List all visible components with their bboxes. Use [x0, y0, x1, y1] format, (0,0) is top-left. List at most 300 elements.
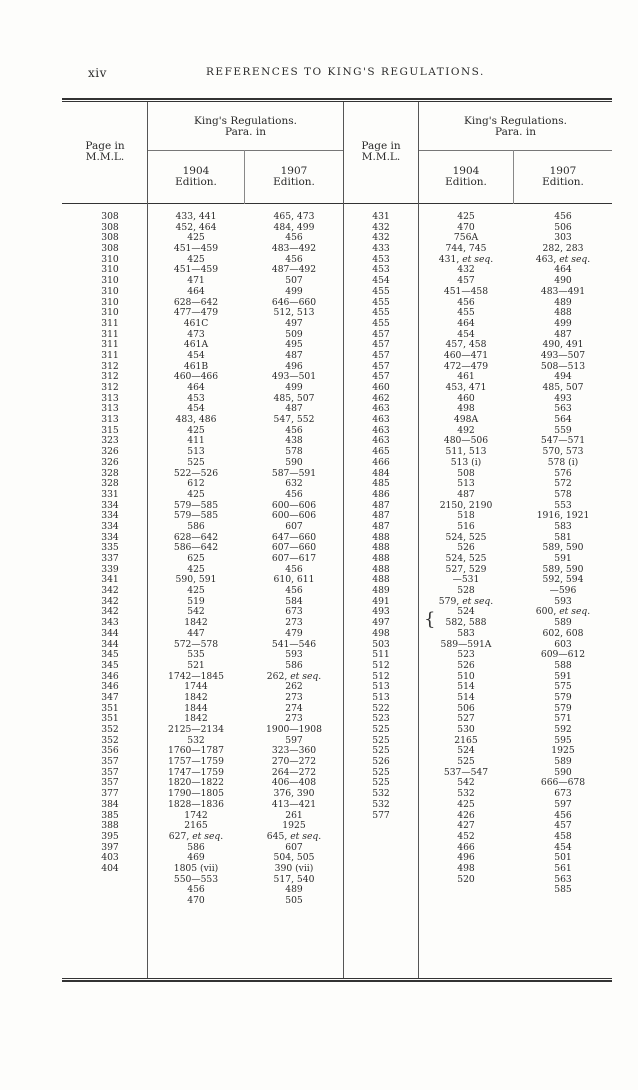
table-cell: 523	[372, 713, 390, 725]
table-cell: 511, 513	[445, 446, 487, 458]
table-cell: 532	[187, 734, 205, 746]
right-1904-header: 1904 Edition.	[445, 165, 487, 188]
table-cell: 595	[554, 734, 572, 746]
table-cell: 334	[101, 510, 119, 522]
table-cell: 506	[457, 702, 475, 714]
table-cell: 425	[457, 798, 475, 810]
table-cell: 506	[554, 221, 572, 233]
table-cell: 1842	[184, 617, 208, 629]
table-cell: 460—471	[443, 349, 489, 361]
table-cell: 590	[285, 456, 303, 468]
top-rule-thin	[62, 101, 612, 102]
table-cell: 576	[554, 467, 572, 479]
table-cell: 344	[101, 627, 119, 639]
table-cell: —531	[452, 574, 480, 586]
table-cell: 591	[554, 670, 572, 682]
table-cell: 592, 594	[542, 574, 584, 586]
table-cell: 488	[372, 542, 390, 554]
table-cell: 1842	[184, 713, 208, 725]
table-cell: 356	[101, 745, 119, 757]
table-cell: 493—507	[540, 349, 586, 361]
table-cell: 487	[372, 499, 390, 511]
table-cell: 458	[554, 830, 572, 842]
table-cell: 542	[457, 777, 475, 789]
table-cell: 328	[101, 467, 119, 479]
table-cell: 489	[372, 585, 390, 597]
table-cell: 526	[457, 542, 475, 554]
table-cell: 1790—1805	[168, 788, 224, 800]
table-cell: 673	[554, 788, 572, 800]
left-subheader-rule	[147, 150, 343, 151]
table-cell: 485, 507	[273, 392, 315, 404]
table-cell: 303	[554, 232, 572, 244]
table-cell: 484, 499	[273, 221, 315, 233]
table-cell: 457	[372, 371, 390, 383]
table-cell: 453	[187, 392, 205, 404]
table-cell: 597	[554, 798, 572, 810]
left-1904-header: 1904 Edition.	[175, 165, 217, 188]
running-header	[88, 66, 612, 80]
table-cell: 315	[101, 424, 119, 436]
table-cell: 352	[101, 724, 119, 735]
table-cell: 433	[372, 243, 390, 255]
table-cell: 525	[187, 456, 205, 468]
table-cell: 625	[187, 553, 205, 564]
table-cell: 589	[554, 617, 572, 629]
table-cell: 456	[554, 211, 572, 222]
table-cell: 507	[285, 275, 303, 287]
table-cell: 312	[101, 371, 119, 383]
table-cell: 553	[554, 499, 572, 511]
table-cell: 451—458	[443, 285, 489, 297]
table-cell: 464	[187, 285, 205, 297]
table-cell: 525	[372, 745, 390, 757]
table-cell: 455	[372, 307, 390, 319]
table-cell: 457, 458	[445, 339, 487, 351]
table-cell: 471	[187, 275, 205, 287]
table-cell: 432	[372, 232, 390, 244]
table-cell: 517, 540	[273, 873, 315, 885]
table-cell: 645, et seq.	[266, 830, 322, 842]
table-cell: 413—421	[271, 798, 317, 810]
table-cell: 593	[554, 595, 572, 607]
table-cell: 609—612	[540, 649, 586, 661]
table-cell: 499	[285, 285, 303, 297]
table-cell: 326	[101, 456, 119, 468]
table-cell: 461B	[183, 360, 209, 372]
table-cell: 345	[101, 649, 119, 661]
table-cell: 411	[187, 435, 205, 447]
table-cell: 461	[457, 371, 475, 383]
table-cell: 484	[372, 467, 390, 479]
table-cell: 503	[372, 638, 390, 650]
table-cell: 518	[457, 510, 475, 522]
table-cell: 628—642	[173, 531, 219, 543]
table-cell: 485, 507	[542, 382, 584, 393]
table-cell: 470	[457, 221, 475, 233]
table-cell: 607—660	[271, 542, 317, 554]
table-cell: 527	[457, 713, 475, 725]
table-cell: 491	[372, 595, 390, 607]
table-cell: 581	[554, 531, 572, 543]
top-rule-thick	[62, 98, 612, 100]
table-cell: 273	[285, 691, 303, 703]
vline-3	[343, 102, 344, 978]
table-cell: 479	[285, 627, 303, 639]
table-cell: 495	[285, 339, 303, 351]
table-cell: 1747—1759	[168, 766, 224, 778]
table-cell: 463	[372, 414, 390, 426]
table-cell: 600, et seq.	[535, 606, 591, 618]
table-cell: 273	[285, 713, 303, 725]
table-cell: 431	[372, 211, 390, 222]
table-cell: 514	[457, 691, 475, 703]
table-cell: 457	[372, 339, 390, 351]
table-cell: 572	[554, 478, 572, 490]
table-cell: 516	[457, 520, 475, 532]
table-cell: 535	[187, 649, 205, 661]
table-cell: 463	[372, 403, 390, 415]
table-cell: 470	[187, 895, 205, 906]
table-cell: 426	[457, 809, 475, 821]
table-cell: 756A	[453, 232, 479, 244]
table-cell: 454	[187, 403, 205, 415]
table-cell: 456	[457, 296, 475, 308]
table-cell: 570, 573	[542, 446, 584, 458]
table-cell: 463	[372, 424, 390, 436]
table-cell: 589, 590	[542, 563, 584, 575]
table-cell: 282, 283	[542, 243, 584, 255]
table-cell: 647—660	[271, 531, 317, 543]
table-cell: 453	[372, 264, 390, 276]
table-cell: 310	[101, 264, 119, 276]
table-cell: 397	[101, 841, 119, 853]
table-cell: 477—479	[173, 307, 219, 319]
table-cell: 425	[187, 232, 205, 244]
table-cell: 308	[101, 243, 119, 255]
table-cell: 497	[285, 317, 303, 329]
table-cell: 508—513	[540, 360, 586, 372]
table-cell: 395	[101, 830, 119, 842]
table-cell: 493	[372, 606, 390, 618]
table-cell: 425	[457, 211, 475, 222]
table-cell: 521	[187, 659, 205, 671]
table-cell: 357	[101, 766, 119, 778]
table-cell: 451—459	[173, 264, 219, 276]
table-cell: 600—606	[271, 499, 317, 511]
table-cell: 438	[285, 435, 303, 447]
table-cell: 487	[554, 328, 572, 340]
left-1904-column	[150, 212, 242, 907]
table-cell: 310	[101, 275, 119, 287]
table-cell: 584	[285, 595, 303, 607]
table-cell: 499	[285, 382, 303, 393]
table-cell: 541—546	[271, 638, 317, 650]
table-cell: 460	[372, 382, 390, 393]
table-cell: 262	[285, 681, 303, 693]
table-cell: 577	[372, 809, 390, 821]
table-cell: 593	[285, 649, 303, 661]
table-cell: 1916, 1921	[536, 510, 590, 522]
table-cell: 2165	[184, 820, 208, 832]
header-bottom-rule	[62, 203, 612, 204]
table-cell: 311	[101, 317, 119, 329]
table-cell: 455	[457, 307, 475, 319]
table-cell: 524, 525	[445, 553, 487, 564]
table-cell: 498	[457, 403, 475, 415]
table-cell: 612	[187, 478, 205, 490]
table-cell: —596	[549, 585, 577, 597]
table-cell: 425	[187, 253, 205, 265]
table-cell: 559	[554, 424, 572, 436]
table-cell: 589—591A	[440, 638, 492, 650]
table-cell: 457	[554, 820, 572, 832]
table-cell: 376, 390	[273, 788, 315, 800]
table-cell: 512	[372, 659, 390, 671]
table-cell: 2150, 2190	[439, 499, 493, 511]
left-1907-column	[247, 212, 341, 907]
left-kr-header: King's Regulations. Para. in	[194, 115, 297, 138]
table-cell: 487	[285, 349, 303, 361]
right-1907-column	[516, 212, 610, 896]
table-cell: 384	[101, 798, 119, 810]
table-cell: 519	[187, 595, 205, 607]
table-cell: 666—678	[540, 777, 586, 789]
table-cell: 462	[372, 392, 390, 404]
left-page-column	[80, 212, 140, 875]
table-cell: 525	[372, 734, 390, 746]
table-cell: 466	[457, 841, 475, 853]
table-cell: 547—571	[540, 435, 586, 447]
table-cell: 466	[372, 456, 390, 468]
page-number: xiv	[88, 66, 107, 80]
table-cell: 571	[554, 713, 572, 725]
table-cell: 427	[457, 820, 475, 832]
table-cell: 331	[101, 488, 119, 500]
table-cell: 461C	[183, 317, 209, 329]
table-cell: 673	[285, 606, 303, 618]
table-cell: 425	[187, 424, 205, 436]
table-cell: 342	[101, 585, 119, 597]
table-cell: 453, 471	[445, 382, 487, 393]
table-cell: 406—408	[271, 777, 317, 789]
table-cell: 509	[285, 328, 303, 340]
table-cell: 465, 473	[273, 211, 315, 222]
table-cell: 452	[457, 830, 475, 842]
table-cell: 514	[457, 681, 475, 693]
table-cell: 425	[187, 488, 205, 500]
table-cell: 561	[554, 862, 572, 874]
table-cell: 490, 491	[542, 339, 584, 351]
table-cell: 308	[101, 211, 119, 222]
table-cell: 1828—1836	[168, 798, 224, 810]
table-cell: 352	[101, 734, 119, 746]
table-cell: 579—585	[173, 510, 219, 522]
table-cell: 1760—1787	[168, 745, 224, 757]
table-cell: 586	[187, 841, 205, 853]
table-cell: 385	[101, 809, 119, 821]
table-cell: 488	[372, 553, 390, 564]
table-cell: 572—578	[173, 638, 219, 650]
table-cell: 582, 588	[445, 617, 487, 629]
table-cell: 511	[372, 649, 390, 661]
table-cell: 488	[554, 307, 572, 319]
table-cell: 583	[554, 520, 572, 532]
right-1907-header: 1907 Edition.	[542, 165, 584, 188]
table-cell: 607—617	[271, 553, 317, 564]
table-cell: 447	[187, 627, 205, 639]
table-cell: 585	[554, 884, 572, 896]
table-cell: 473	[187, 328, 205, 340]
table-cell: 589	[554, 756, 572, 768]
table-cell: 452, 464	[175, 221, 217, 233]
table-cell: 456	[285, 585, 303, 597]
table-cell: 455	[372, 317, 390, 329]
table-cell: 583	[457, 627, 475, 639]
table-cell: 328	[101, 478, 119, 490]
table-cell: 464	[554, 264, 572, 276]
table-cell: 513 (i)	[450, 456, 482, 468]
table-cell: 528	[457, 585, 475, 597]
table-cell: 508	[457, 467, 475, 479]
table-cell: 469	[187, 852, 205, 864]
table-cell: 607	[285, 520, 303, 532]
table-cell: 2125—2134	[168, 724, 224, 735]
table-cell: 1744	[184, 681, 208, 693]
table-cell: 600—606	[271, 510, 317, 522]
table-cell: 525	[372, 724, 390, 735]
table-cell: 388	[101, 820, 119, 832]
table-cell: 1805 (vii)	[173, 862, 219, 874]
table-cell: 357	[101, 756, 119, 768]
table-cell: 456	[285, 424, 303, 436]
table-cell: 313	[101, 414, 119, 426]
table-cell: 492	[457, 424, 475, 436]
table-cell: 465	[372, 446, 390, 458]
table-cell: 310	[101, 296, 119, 308]
table-cell: 457	[372, 328, 390, 340]
table-cell: 563	[554, 873, 572, 885]
table-cell: 377	[101, 788, 119, 800]
table-cell: 526	[372, 756, 390, 768]
table-cell: 357	[101, 777, 119, 789]
table-cell: 310	[101, 253, 119, 265]
table-cell: 456	[554, 809, 572, 821]
table-cell: 334	[101, 499, 119, 511]
table-cell: 311	[101, 339, 119, 351]
table-cell: 489	[285, 884, 303, 896]
table-cell: 454	[554, 841, 572, 853]
table-cell: 1842	[184, 691, 208, 703]
table-cell: 480—506	[443, 435, 489, 447]
table-cell: 310	[101, 307, 119, 319]
table-cell: 579	[554, 691, 572, 703]
table-cell: 510	[457, 670, 475, 682]
table-cell: 590	[554, 766, 572, 778]
table-cell: 1757—1759	[168, 756, 224, 768]
group-brace: {	[424, 609, 436, 630]
table-cell: 597	[285, 734, 303, 746]
table-cell: 488	[372, 531, 390, 543]
table-cell: 489	[554, 296, 572, 308]
table-cell: 344	[101, 638, 119, 650]
table-cell: 578	[285, 446, 303, 458]
table-cell: 499	[554, 317, 572, 329]
table-cell: 550—553	[173, 873, 219, 885]
table-cell: 578	[554, 488, 572, 500]
table-cell: 311	[101, 328, 119, 340]
table-cell: 339	[101, 563, 119, 575]
table-cell: 487	[372, 510, 390, 522]
table-cell: 273	[285, 617, 303, 629]
table-cell: 586	[187, 520, 205, 532]
table-cell: 488	[372, 563, 390, 575]
table-cell: 455	[372, 296, 390, 308]
table-cell: 432	[457, 264, 475, 276]
table-cell: 456	[285, 563, 303, 575]
table-cell: 490	[554, 275, 572, 287]
table-cell: 563	[554, 403, 572, 415]
table-cell: 527, 529	[445, 563, 487, 575]
table-cell: 607	[285, 841, 303, 853]
table-cell: 591	[554, 553, 572, 564]
table-cell: 323	[101, 435, 119, 447]
vline-1	[147, 102, 148, 978]
table-cell: 587—591	[271, 467, 317, 479]
table-cell: 262, et seq.	[266, 670, 322, 682]
table-cell: 341	[101, 574, 119, 586]
table-cell: 632	[285, 478, 303, 490]
table-cell: 530	[457, 724, 475, 735]
table-cell: 456	[285, 232, 303, 244]
left-1907-header: 1907 Edition.	[273, 165, 315, 188]
table-cell: 525	[372, 766, 390, 778]
table-cell: 588	[554, 659, 572, 671]
table-cell: 1742	[184, 809, 208, 821]
table-cell: 1900—1908	[266, 724, 322, 735]
table-cell: 460—466	[173, 371, 219, 383]
table-cell: 425	[187, 585, 205, 597]
right-subheader-rule	[418, 150, 612, 151]
table-cell: 464	[457, 317, 475, 329]
table-cell: 522—526	[173, 467, 219, 479]
table-cell: 523	[457, 649, 475, 661]
table-cell: 274	[285, 702, 303, 714]
table-cell: 432	[372, 221, 390, 233]
table-cell: 463	[372, 435, 390, 447]
table-cell: 264—272	[271, 766, 317, 778]
table-cell: 335	[101, 542, 119, 554]
table-cell: 270—272	[271, 756, 317, 768]
table-cell: 590, 591	[175, 574, 217, 586]
table-cell: 1844	[184, 702, 208, 714]
table-cell: 487	[457, 488, 475, 500]
table-cell: 513	[372, 691, 390, 703]
table-cell: 390 (vii)	[274, 862, 314, 874]
table-cell: 579—585	[173, 499, 219, 511]
table-cell: 1820—1822	[168, 777, 224, 789]
table-cell: 513	[372, 681, 390, 693]
table-cell: 525	[457, 756, 475, 768]
left-page-header: Page in M.M.L.	[85, 140, 125, 163]
table-cell: 628—642	[173, 296, 219, 308]
table-cell: 586—642	[173, 542, 219, 554]
table-cell: 457	[457, 275, 475, 287]
table-cell: 610, 611	[273, 574, 315, 586]
table-cell: 498	[372, 627, 390, 639]
table-cell: 592	[554, 724, 572, 735]
table-cell: 505	[285, 895, 303, 906]
